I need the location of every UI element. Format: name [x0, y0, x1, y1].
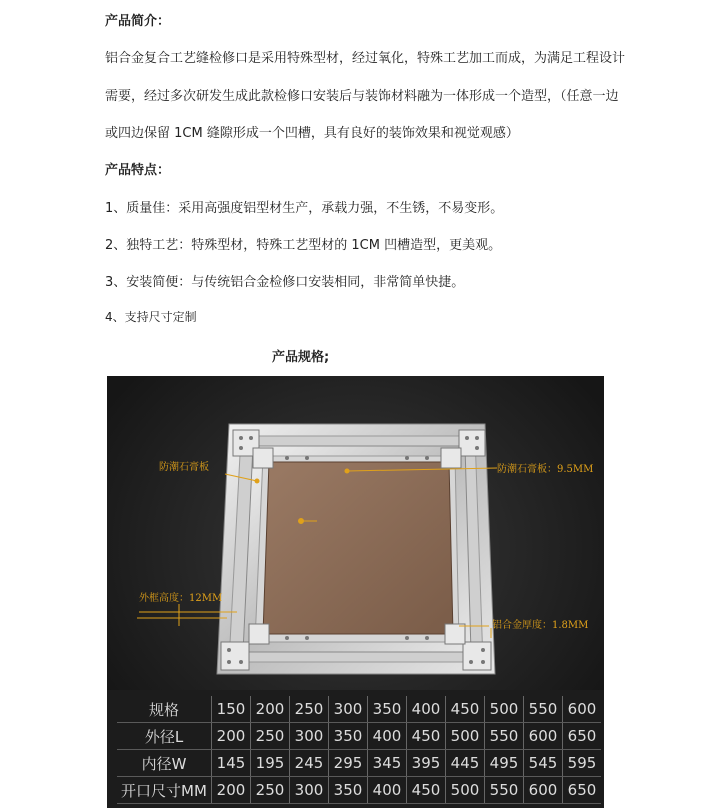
spec-row	[117, 723, 601, 750]
spec-cell: 550	[485, 723, 524, 750]
spec-cell: 595	[563, 750, 602, 777]
spec-row-label: 外径L	[117, 723, 212, 750]
spec-row	[117, 750, 601, 777]
spec-cell: 300	[290, 777, 329, 804]
spec-cell: 145	[212, 750, 251, 777]
spec-row	[117, 777, 601, 804]
intro-heading: 产品简介：	[105, 14, 171, 29]
spec-cell: 445	[446, 750, 485, 777]
spec-cell: 400	[368, 777, 407, 804]
annotation-board-right: 防潮石膏板：9.5MM	[497, 464, 594, 475]
spec-cell: 495	[485, 750, 524, 777]
features-heading: 产品特点：	[105, 163, 171, 178]
spec-row-label: 内径W	[117, 750, 212, 777]
feature-2: 2、独特工艺：特殊型材，特殊工艺型材的 1CM 凹槽造型，更美观。	[105, 238, 502, 253]
spec-cell: 250	[251, 777, 290, 804]
spec-cell: 350	[329, 777, 368, 804]
spec-cell: 200	[212, 777, 251, 804]
intro-line-2: 需要，经过多次研发生成此款检修口安装后与装饰材料融为一体形成一个造型，（任意一边	[105, 89, 619, 104]
spec-cell: 550	[524, 696, 563, 723]
intro-line-3: 或四边保留 1CM 缝隙形成一个凹槽，具有良好的装饰效果和视觉观感）	[105, 126, 519, 141]
spec-cell: 450	[446, 696, 485, 723]
spec-cell: 550	[485, 777, 524, 804]
annotation-alloy-thickness: 铝合金厚度：1.8MM	[492, 620, 589, 631]
spec-cell: 350	[329, 723, 368, 750]
spec-cell: 250	[251, 723, 290, 750]
spec-cell: 545	[524, 750, 563, 777]
spec-cell: 650	[563, 723, 602, 750]
feature-4: 4、支持尺寸定制	[105, 310, 197, 324]
spec-cell: 600	[524, 777, 563, 804]
spec-cell: 345	[368, 750, 407, 777]
spec-cell: 500	[485, 696, 524, 723]
spec-cell: 450	[407, 777, 446, 804]
product-photo	[107, 376, 604, 808]
spec-cell: 350	[368, 696, 407, 723]
spec-cell: 600	[563, 696, 602, 723]
spec-cell: 450	[407, 723, 446, 750]
intro-line-1: 铝合金复合工艺缝检修口是采用特殊型材，经过氧化，特殊工艺加工而成，为满足工程设计	[105, 51, 626, 66]
spec-cell: 395	[407, 750, 446, 777]
spec-cell: 400	[407, 696, 446, 723]
spec-cell: 300	[329, 696, 368, 723]
spec-cell: 250	[290, 696, 329, 723]
spec-row	[117, 696, 601, 723]
spec-cell: 195	[251, 750, 290, 777]
spec-cell: 300	[290, 723, 329, 750]
spec-row-label: 规格	[117, 696, 212, 723]
spec-cell: 200	[212, 723, 251, 750]
spec-cell: 400	[368, 723, 407, 750]
spec-heading: 产品规格;	[272, 350, 330, 365]
spec-cell: 500	[446, 777, 485, 804]
spec-table	[117, 696, 601, 804]
annotation-frame-height: 外框高度：12MM	[139, 593, 223, 604]
spec-cell: 150	[212, 696, 251, 723]
spec-cell: 650	[563, 777, 602, 804]
spec-cell: 600	[524, 723, 563, 750]
feature-1: 1、质量佳：采用高强度铝型材生产，承载力强，不生锈，不易变形。	[105, 201, 504, 216]
spec-cell: 295	[329, 750, 368, 777]
spec-row-label: 开口尺寸MM	[117, 777, 212, 804]
annotation-board-left: 防潮石膏板	[159, 462, 209, 473]
feature-3: 3、安装简便：与传统铝合金检修口安装相同，非常简单快捷。	[105, 275, 465, 290]
spec-cell: 245	[290, 750, 329, 777]
spec-cell: 500	[446, 723, 485, 750]
spec-cell: 200	[251, 696, 290, 723]
